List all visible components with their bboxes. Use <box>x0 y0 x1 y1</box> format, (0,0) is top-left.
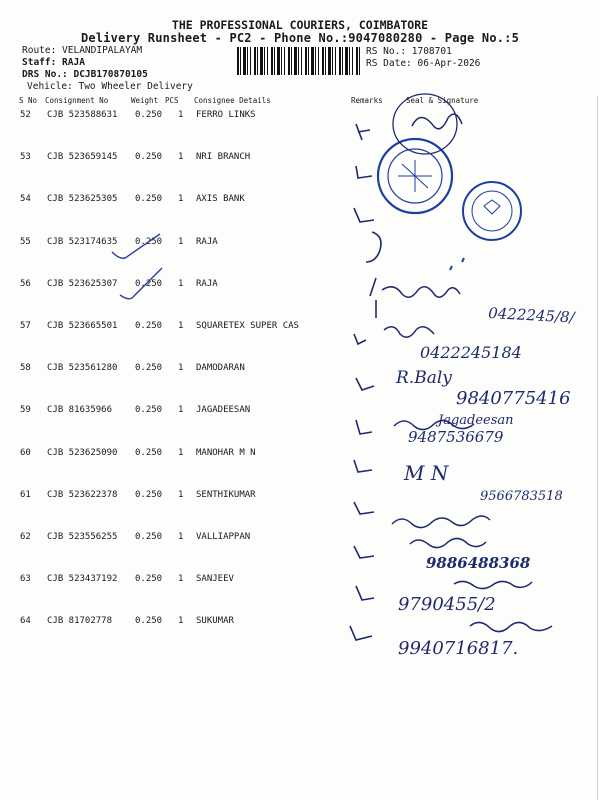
consignment-cell: CJB 523556255 <box>47 532 118 542</box>
weight-cell: 0.250 <box>135 110 163 120</box>
drs-number: DRS No.: DCJB170870105 <box>22 69 148 80</box>
pcs-cell: 1 <box>178 236 184 247</box>
sno-cell: 63 <box>20 574 31 585</box>
col-sno: S No <box>19 96 38 105</box>
consignment-cell: CJB 523625090 <box>47 447 118 458</box>
weight-cell: 0.250 <box>135 363 163 374</box>
consignment-cell: CJB 81635966 <box>47 405 113 416</box>
sno-cell: 64 <box>20 616 31 627</box>
pcs-cell: 1 <box>178 489 184 500</box>
sno-cell: 52 <box>20 110 31 120</box>
weight-cell: 0.250 <box>135 616 163 627</box>
col-seal-signature: Seal & Signature <box>406 96 479 105</box>
col-remarks: Remarks <box>351 96 383 105</box>
pcs-cell: 1 <box>178 152 184 163</box>
handwritten-phone-56: 0422245/8/ <box>487 304 576 327</box>
consignment-cell: CJB 523622378 <box>47 489 118 500</box>
route-label: Route: VELANDIPALAYAM <box>22 45 143 56</box>
signature-loop <box>393 94 457 154</box>
handwritten-phone-57: 0422245184 <box>420 343 522 362</box>
col-weight: Weight <box>131 96 159 105</box>
consignment-cell: CJB 523561280 <box>47 363 118 374</box>
consignee-cell: JAGADEESAN <box>196 405 251 416</box>
consignment-cell: CJB 523588631 <box>47 110 118 120</box>
ink-dots <box>450 258 464 270</box>
consignee-cell: SUKUMAR <box>196 616 234 627</box>
sno-cell: 61 <box>20 489 31 500</box>
weight-cell: 0.250 <box>135 152 163 163</box>
consignee-cell: AXIS BANK <box>196 194 245 205</box>
weight-cell: 0.250 <box>135 489 163 500</box>
consignment-cell: CJB 523625307 <box>47 278 118 289</box>
consignment-cell: CJB 523625305 <box>47 194 118 205</box>
consignee-cell: MANOHAR M N <box>196 447 256 458</box>
handwritten-phone-64: 9940716817. <box>398 638 519 659</box>
consignee-cell: VALLIAPPAN <box>196 532 251 542</box>
consignee-cell: FERRO LINKS <box>196 110 256 120</box>
pcs-cell: 1 <box>178 405 184 416</box>
rs-number: RS No.: 1708701 <box>366 46 452 57</box>
sno-cell: 55 <box>20 236 31 247</box>
weight-cell: 0.250 <box>135 447 163 458</box>
consignment-cell: CJB 523174635 <box>47 236 118 247</box>
col-consignee: Consignee Details <box>194 96 271 105</box>
pcs-cell: 1 <box>178 574 184 585</box>
weight-cell: 0.250 <box>135 574 163 585</box>
consignee-cell: RAJA <box>196 236 218 247</box>
axis-bank-stamp <box>463 182 521 240</box>
consignment-cell: CJB 81702778 <box>47 616 113 627</box>
col-pcs: PCS <box>165 96 179 105</box>
handwritten-phone-58: 9840775416 <box>456 388 571 409</box>
pcs-cell: 1 <box>178 532 184 542</box>
consignment-cell: CJB 523665501 <box>47 321 118 331</box>
sno-cell: 59 <box>20 405 31 416</box>
sno-cell: 58 <box>20 363 31 374</box>
pcs-cell: 1 <box>178 321 184 331</box>
weight-cell: 0.250 <box>135 236 163 247</box>
handwritten-phone-59: 9487536679 <box>408 428 504 446</box>
sno-cell: 56 <box>20 278 31 289</box>
consignee-cell: NRI BRANCH <box>196 152 251 163</box>
weight-cell: 0.250 <box>135 532 163 542</box>
sno-cell: 60 <box>20 447 31 458</box>
handwritten-phone-63: 9790455/2 <box>398 594 496 615</box>
company-name: THE PROFESSIONAL COURIERS, COIMBATORE <box>171 18 429 32</box>
weight-cell: 0.250 <box>135 321 163 331</box>
staff-label: Staff: RAJA <box>22 57 85 68</box>
handwritten-phone-60: 9566783518 <box>480 489 563 504</box>
consignee-cell: RAJA <box>196 278 218 289</box>
checkmark-56 <box>120 268 162 299</box>
handwritten-name-59: Jagadeesan <box>438 413 514 428</box>
consignee-cell: DAMODARAN <box>196 363 245 374</box>
weight-cell: 0.250 <box>135 278 163 289</box>
pcs-cell: 1 <box>178 447 184 458</box>
pcs-cell: 1 <box>178 616 184 627</box>
runsheet-subtitle: Delivery Runsheet - PC2 - Phone No.:9047080280 - Page No.:5 <box>80 31 520 45</box>
signature-52 <box>412 114 462 129</box>
pcs-cell: 1 <box>178 194 184 205</box>
consignee-cell: SANJEEV <box>196 574 234 585</box>
checkmark-55 <box>112 234 163 258</box>
remarks-marks <box>350 124 381 640</box>
vehicle-label: Vehicle: Two Wheeler Delivery <box>27 81 193 92</box>
consignment-cell: CJB 523659145 <box>47 152 118 163</box>
consignee-cell: SENTHIKUMAR <box>196 489 256 500</box>
weight-cell: 0.250 <box>135 405 163 416</box>
sno-cell: 54 <box>20 194 31 205</box>
rs-date: RS Date: 06-Apr-2026 <box>366 58 481 69</box>
handwritten-sign-58: R.Baly <box>396 368 452 388</box>
pcs-cell: 1 <box>178 278 184 289</box>
pcs-cell: 1 <box>178 363 184 374</box>
col-consignment: Consignment No <box>45 96 109 105</box>
sno-cell: 53 <box>20 152 31 163</box>
handwritten-sign-60: M N <box>404 461 449 485</box>
sno-cell: 57 <box>20 321 31 331</box>
pcs-cell: 1 <box>178 110 184 120</box>
consignee-cell: SQUARETEX SUPER CAS <box>196 321 299 331</box>
weight-cell: 0.250 <box>135 194 163 205</box>
consignment-cell: CJB 523437192 <box>47 574 118 585</box>
sno-cell: 62 <box>20 532 31 542</box>
handwritten-phone-62: 9886488368 <box>426 554 531 572</box>
